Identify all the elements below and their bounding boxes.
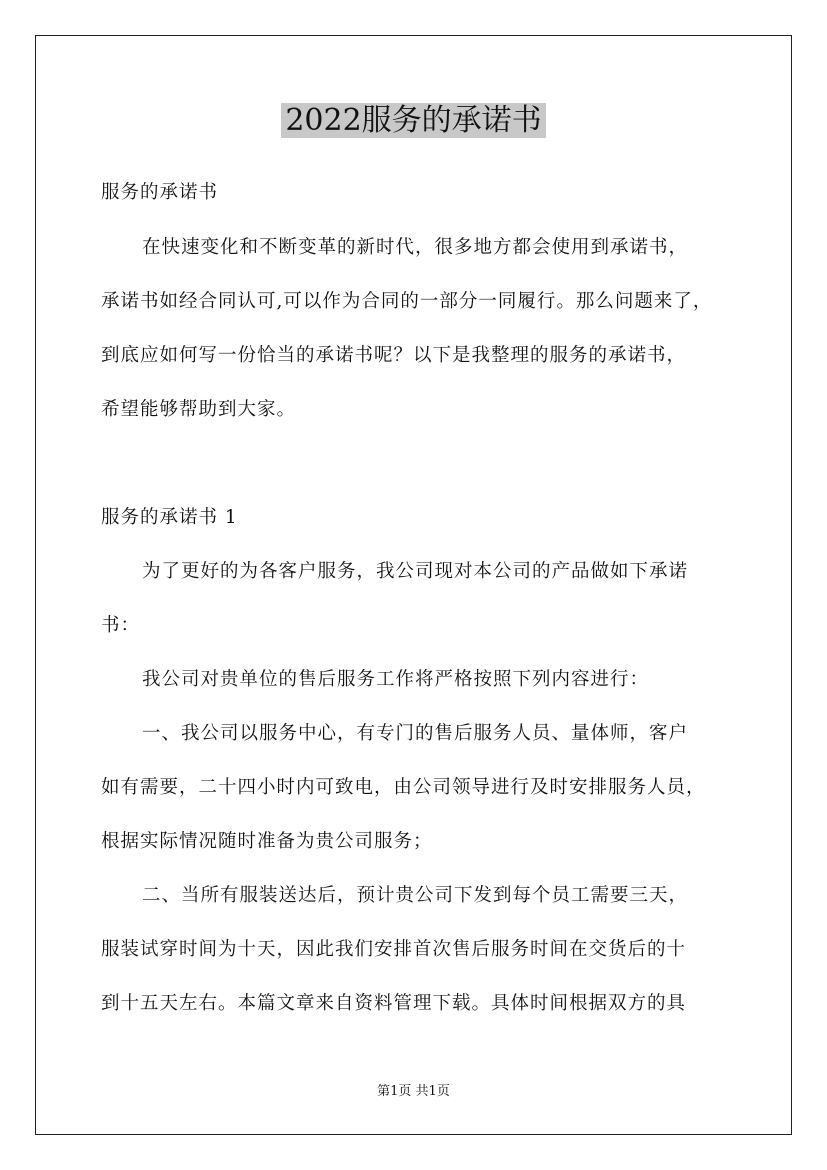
- paragraph-line: 二、当所有服装送达后，预计贵公司下发到每个员工需要三天，: [142, 885, 689, 906]
- section-heading: 服务的承诺书: [101, 182, 219, 203]
- paragraph-line: 书：: [101, 615, 141, 636]
- paragraph-line: 在快速变化和不断变革的新时代，很多地方都会使用到承诺书，: [142, 237, 689, 258]
- page-footer: [0, 1082, 827, 1102]
- section-heading: 服务的承诺书 1: [101, 507, 238, 528]
- paragraph-line: 根据实际情况随时准备为贵公司服务；: [101, 831, 433, 852]
- paragraph-line: 承诺书如经合同认可,可以作为合同的一部分一同履行。那么问题来了，: [101, 291, 713, 312]
- paragraph-line: 如有需要，二十四小时内可致电，由公司领导进行及时安排服务人员，: [101, 777, 706, 798]
- paragraph-line: 到十五天左右。本篇文章来自资料管理下载。具体时间根据双方的具: [101, 993, 687, 1014]
- document-title: [0, 100, 827, 142]
- paragraph-line: 到底应如何写一份恰当的承诺书呢？以下是我整理的服务的承诺书，: [101, 345, 687, 366]
- paragraph-line: 希望能够帮助到大家。: [101, 399, 297, 420]
- paragraph-line: 服装试穿时间为十天，因此我们安排首次售后服务时间在交货后的十: [101, 939, 687, 960]
- page-number: 第1页 共1页: [377, 1084, 450, 1099]
- paragraph-line: 一、我公司以服务中心，有专门的售后服务人员、量体师，客户: [142, 723, 689, 744]
- paragraph-line: 我公司对贵单位的售后服务工作将严格按照下列内容进行：: [142, 669, 650, 690]
- document-title-text: 2022服务的承诺书: [281, 103, 545, 138]
- paragraph-line: 为了更好的为各客户服务，我公司现对本公司的产品做如下承诺: [142, 561, 689, 582]
